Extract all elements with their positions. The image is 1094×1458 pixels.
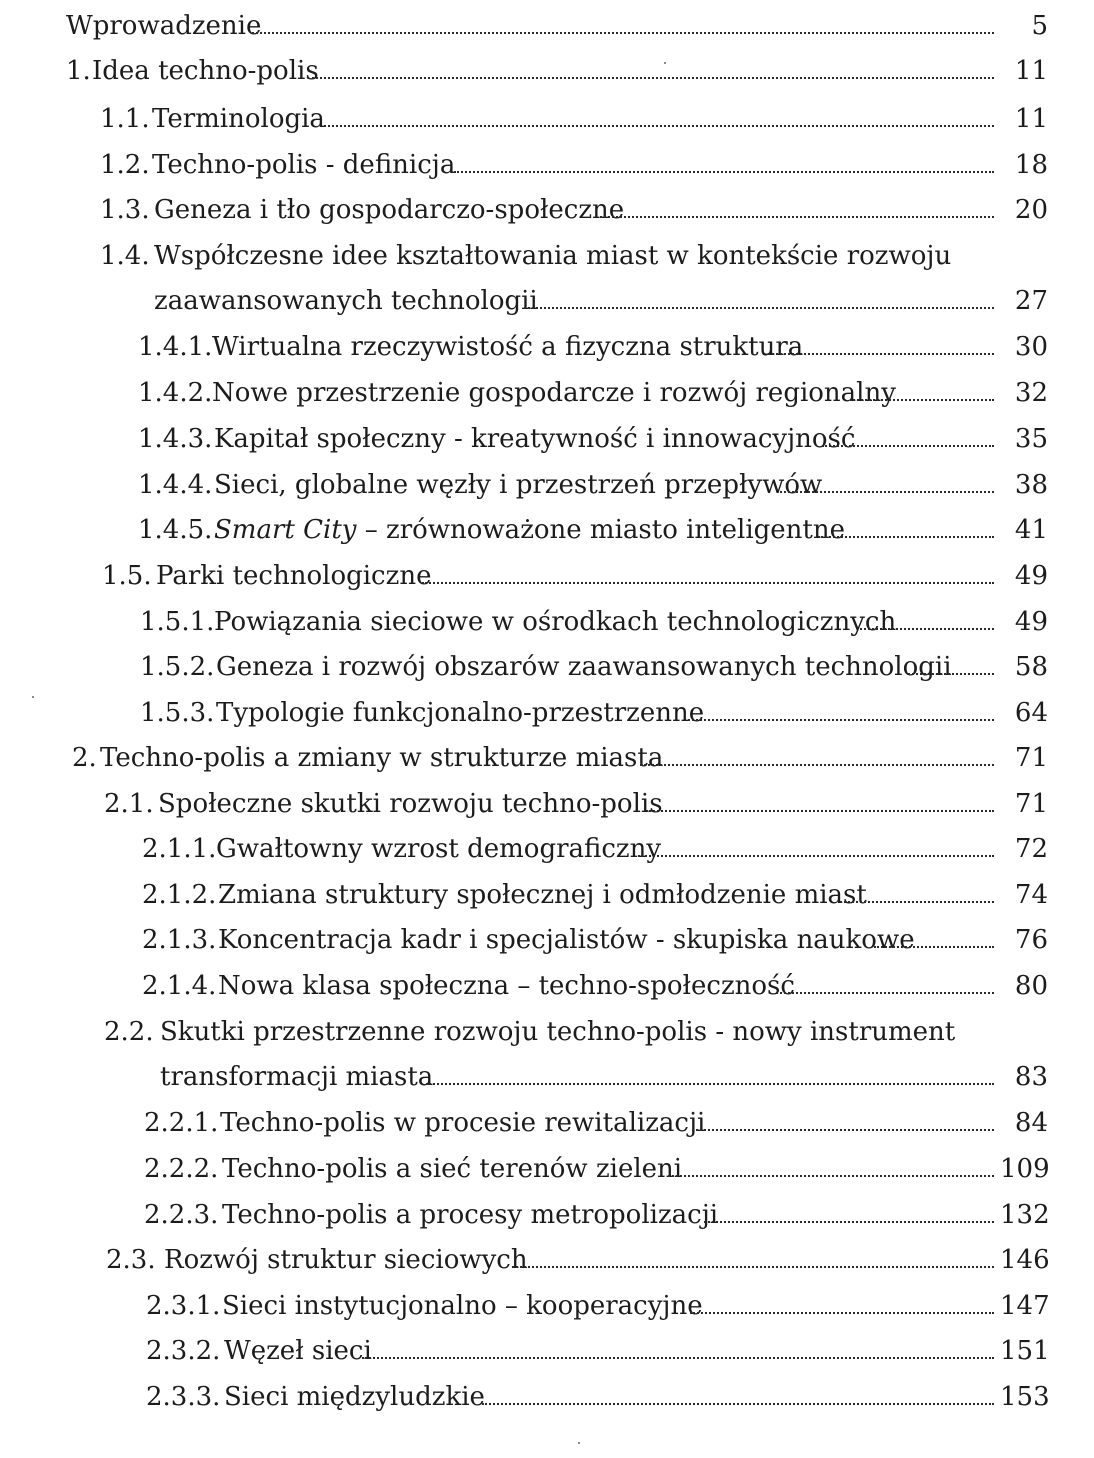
toc-entry-title: Geneza i tło gospodarczo-społeczne	[154, 195, 625, 225]
toc-entry	[0, 1377, 1094, 1417]
toc-entry-title: Sieci, globalne węzły i przestrzeń przepływów	[214, 470, 823, 500]
toc-entry	[0, 419, 1094, 459]
leader-dots	[874, 946, 994, 948]
leader-dots	[422, 582, 994, 584]
leader-dots	[482, 1403, 994, 1405]
toc-entry	[0, 784, 1094, 824]
toc-entry-page: 132	[1000, 1200, 1050, 1230]
leader-dots	[426, 1083, 994, 1085]
leader-dots	[668, 1175, 994, 1177]
toc-entry-title: Wirtualna rzeczywistość a fizyczna struktura	[212, 332, 804, 362]
toc-entry	[0, 327, 1094, 367]
toc-entry-page: 109	[1000, 1154, 1050, 1184]
toc-entry	[0, 6, 1094, 46]
toc-entry-number: 1.4.1.	[138, 332, 213, 362]
toc-entry	[0, 1012, 1094, 1102]
toc-entry-page: 58	[1014, 652, 1048, 682]
toc-entry-number: 1.5.	[102, 561, 152, 591]
toc-entry-page: 153	[1000, 1382, 1050, 1412]
leader-dots	[822, 445, 994, 447]
toc-entry-page: 41	[1014, 515, 1048, 545]
toc-entry-page: 38	[1014, 470, 1048, 500]
leader-dots	[324, 125, 994, 127]
toc-entry-page: 71	[1014, 743, 1048, 773]
toc-entry-number: 2.3.3.	[146, 1382, 221, 1412]
toc-entry-number: 2.2.3.	[144, 1200, 219, 1230]
leader-dots	[860, 628, 994, 630]
leader-dots	[524, 307, 994, 309]
toc-entry	[0, 556, 1094, 596]
toc-entry-number: 1.4.5.	[138, 515, 213, 545]
toc-entry-page: 11	[1014, 56, 1048, 86]
toc-entry-number: 2.2.	[104, 1017, 154, 1047]
toc-entry	[0, 1240, 1094, 1280]
leader-dots	[688, 719, 994, 721]
toc-entry-title: Idea techno-polis	[92, 56, 319, 86]
leader-dots	[818, 536, 994, 538]
toc-entry-title-continued: zaawansowanych technologii	[154, 286, 538, 316]
toc-entry-number: 1.5.3.	[140, 698, 215, 728]
toc-entry	[0, 190, 1094, 230]
toc-entry-number: 2.3.	[106, 1245, 156, 1275]
toc-entry-title: Parki technologiczne	[156, 561, 432, 591]
scan-speck	[664, 62, 666, 64]
toc-entry-title: Rozwój struktur sieciowych	[164, 1245, 528, 1275]
toc-entry-number: 2.1.	[104, 789, 154, 819]
toc-entry	[0, 1149, 1094, 1189]
toc-entry-page: 74	[1014, 880, 1048, 910]
toc-entry-number: 1.4.3.	[138, 424, 213, 454]
toc-entry-number: 2.1.2.	[142, 880, 217, 910]
toc-entry-page: 27	[1014, 286, 1048, 316]
toc-entry-title	[214, 510, 845, 550]
toc-entry	[0, 1103, 1094, 1143]
leader-dots	[312, 77, 994, 79]
leader-dots	[690, 1312, 994, 1314]
toc-entry-title: Powiązania sieciowe w ośrodkach technologicznych	[214, 607, 897, 637]
toc-entry-number: 1.4.2.	[138, 378, 213, 408]
toc-entry-number: 2.1.4.	[142, 971, 217, 1001]
toc-entry-page: 83	[1014, 1062, 1048, 1092]
toc-entry-number: 1.5.2.	[140, 652, 215, 682]
toc-entry	[0, 510, 1094, 550]
toc-entry-title: Sieci instytucjonalno – kooperacyjne	[222, 1291, 703, 1321]
toc-entry-number: 1.1.	[100, 104, 150, 134]
toc-entry-number: 1.4.	[100, 241, 150, 271]
toc-entry-number: 1.2.	[100, 150, 150, 180]
toc-entry	[0, 875, 1094, 915]
toc-entry	[0, 1286, 1094, 1326]
toc-entry-number: 2.	[72, 743, 97, 773]
leader-dots	[776, 992, 994, 994]
toc-entry-title: Techno-polis a zmiany w strukturze miasta	[100, 743, 664, 773]
toc-entry-page: 80	[1014, 971, 1048, 1001]
toc-entry-title-continued: transformacji miasta	[160, 1062, 434, 1092]
leader-dots	[704, 1221, 994, 1223]
toc-entry	[0, 1331, 1094, 1371]
toc-entry-page: 146	[1000, 1245, 1050, 1275]
toc-entry	[0, 99, 1094, 139]
toc-entry-page: 49	[1014, 561, 1048, 591]
toc-entry	[0, 647, 1094, 687]
scan-speck	[32, 696, 34, 698]
toc-entry	[0, 966, 1094, 1006]
toc-entry-number: 2.2.2.	[144, 1154, 219, 1184]
toc-entry-title: Techno-polis w procesie rewitalizacji	[220, 1108, 706, 1138]
scan-speck	[578, 1442, 580, 1444]
toc-entry-title: Zmiana struktury społecznej i odmłodzenie miast	[218, 880, 867, 910]
leader-dots	[850, 399, 994, 401]
toc-entry-page: 76	[1014, 925, 1048, 955]
toc-entry-title: Typologie funkcjonalno-przestrzenne	[216, 698, 705, 728]
toc-entry-page: 84	[1014, 1108, 1048, 1138]
toc-entry-page: 147	[1000, 1291, 1050, 1321]
toc-entry-title: Społeczne skutki rozwoju techno-polis	[158, 789, 663, 819]
leader-dots	[638, 855, 994, 857]
toc-entry-title: Sieci międzyludzkie	[224, 1382, 485, 1412]
leader-dots	[600, 216, 994, 218]
toc-entry	[0, 1195, 1094, 1235]
toc-entry-title-italic: Smart City	[214, 515, 357, 545]
toc-entry	[0, 145, 1094, 185]
toc-entry-page: 71	[1014, 789, 1048, 819]
toc-entry-page: 30	[1014, 332, 1048, 362]
toc-entry-title: Koncentracja kadr i specjalistów - skupiska naukowe	[218, 925, 915, 955]
toc-entry-page: 32	[1014, 378, 1048, 408]
toc-entry-title: Kapitał społeczny - kreatywność i innowacyjność	[214, 424, 856, 454]
toc-entry-page: 5	[1031, 11, 1048, 41]
toc-entry-number: 1.5.1.	[140, 607, 215, 637]
leader-dots	[512, 1266, 994, 1268]
toc-entry-title: Terminologia	[152, 104, 325, 134]
toc-entry	[0, 465, 1094, 505]
toc-entry	[0, 829, 1094, 869]
leader-dots	[252, 32, 994, 34]
toc-entry-page: 20	[1014, 195, 1048, 225]
leader-dots	[640, 764, 994, 766]
toc-entry-number: 2.3.1.	[146, 1291, 221, 1321]
leader-dots	[454, 171, 994, 173]
toc-entry-title: Nowa klasa społeczna – techno-społeczność	[218, 971, 795, 1001]
leader-dots	[692, 1129, 994, 1131]
toc-entry	[0, 738, 1094, 778]
toc-entry-page: 151	[1000, 1336, 1050, 1366]
toc-entry	[0, 602, 1094, 642]
toc-entry-title: Geneza i rozwój obszarów zaawansowanych technologii	[216, 652, 952, 682]
toc-entry-title: Techno-polis - definicja	[152, 150, 456, 180]
toc-entry-number: 2.1.3.	[142, 925, 217, 955]
toc-entry-number: 2.3.2.	[146, 1336, 221, 1366]
toc-entry-number: 2.2.1.	[144, 1108, 219, 1138]
toc-entry	[0, 693, 1094, 733]
toc-entry-number: 2.1.1.	[142, 834, 217, 864]
toc-entry	[0, 236, 1094, 326]
toc-entry-page: 18	[1014, 150, 1048, 180]
leader-dots	[362, 1357, 994, 1359]
toc-entry-page: 72	[1014, 834, 1048, 864]
toc-entry-title: Wprowadzenie	[66, 11, 262, 41]
toc-entry	[0, 373, 1094, 413]
toc-entry-number: 1.	[66, 56, 91, 86]
toc-entry-title: Gwałtowny wzrost demograficzny	[216, 834, 662, 864]
toc-entry-page: 11	[1014, 104, 1048, 134]
toc-entry-title: Węzeł sieci	[224, 1336, 372, 1366]
leader-dots	[840, 901, 994, 903]
toc-entry-title: Techno-polis a sieć terenów zieleni	[222, 1154, 683, 1184]
toc-entry-page: 35	[1014, 424, 1048, 454]
toc-entry-number: 1.3.	[100, 195, 150, 225]
toc-entry	[0, 920, 1094, 960]
toc-entry-page: 64	[1014, 698, 1048, 728]
toc-entry-title: Nowe przestrzenie gospodarcze i rozwój regionalny	[212, 378, 896, 408]
leader-dots	[908, 673, 994, 675]
toc-entry-title: Skutki przestrzenne rozwoju techno-polis - nowy instrument	[160, 1017, 956, 1047]
toc-entry-title: Techno-polis a procesy metropolizacji	[222, 1200, 719, 1230]
toc-entry	[0, 51, 1094, 91]
leader-dots	[780, 491, 994, 493]
toc-entry-title-rest: – zrównoważone miasto inteligentne	[356, 515, 845, 545]
toc-entry-title: Współczesne idee kształtowania miast w kontekście rozwoju	[154, 241, 952, 271]
toc-entry-number: 1.4.4.	[138, 470, 213, 500]
leader-dots	[768, 353, 994, 355]
leader-dots	[646, 810, 994, 812]
toc-entry-page: 49	[1014, 607, 1048, 637]
